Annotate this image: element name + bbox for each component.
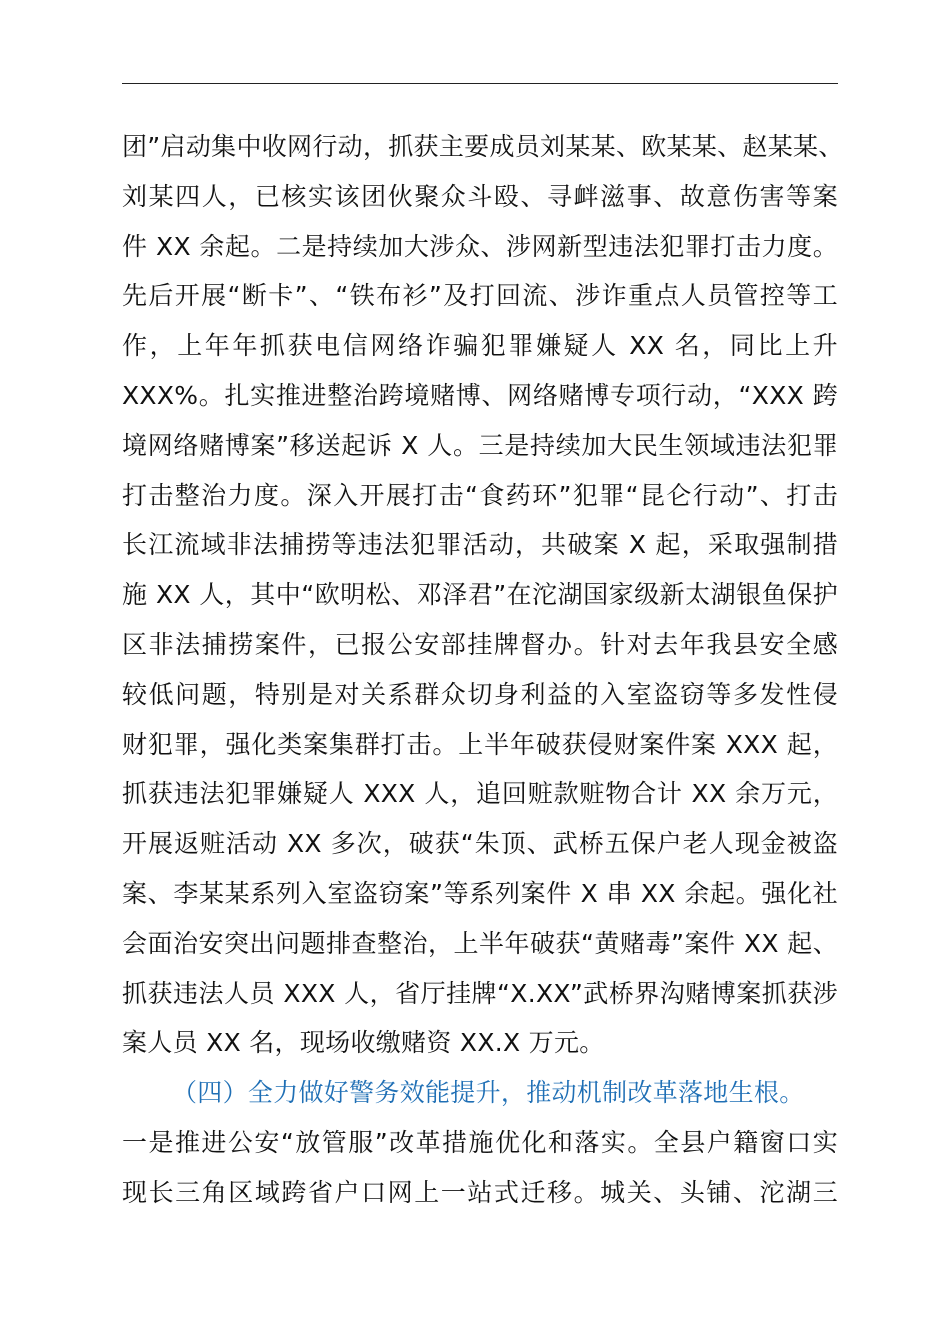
paragraph-line: 件 XX 余起。二是持续加大涉众、涉网新型违法犯罪打击力度。	[122, 231, 838, 261]
paragraph-last-line: 案人员 XX 名，现场收缴赌资 XX.X 万元。	[122, 1028, 605, 1058]
paragraph-line: 施 XX 人，其中“欧明松、邓泽君”在沱湖国家级新太湖银鱼保护	[122, 580, 838, 610]
paragraph-line: 会面治安突出问题排查整治，上半年破获“黄赌毒”案件 XX 起、	[122, 928, 838, 958]
paragraph-line: 开展返赃活动 XX 多次，破获“朱顶、武桥五保户老人现金被盗	[122, 829, 838, 859]
header-rule	[122, 83, 838, 84]
section-heading: （四）全力做好警务效能提升，推动机制改革落地生根。	[172, 1078, 805, 1108]
paragraph-line: 一是推进公安“放管服”改革措施优化和落实。全县户籍窗口实	[122, 1127, 838, 1157]
paragraph-line: 团”启动集中收网行动，抓获主要成员刘某某、欧某某、赵某某、	[122, 132, 844, 161]
paragraph-line: 境网络赌博案”移送起诉 X 人。三是持续加大民生领域违法犯罪	[122, 430, 838, 460]
paragraph-line: 打击整治力度。深入开展打击“食药环”犯罪“昆仑行动”、打击	[122, 480, 838, 510]
paragraph-line: XXX%。扎实推进整治跨境赌博、网络赌博专项行动，“XXX 跨	[122, 380, 838, 410]
paragraph-line: 现长三角区域跨省户口网上一站式迁移。城关、头铺、沱湖三	[122, 1177, 838, 1207]
paragraph-line: 案、李某某系列入室盗窃案”等系列案件 X 串 XX 余起。强化社	[122, 878, 838, 908]
paragraph-line: 财犯罪，强化类案集群打击。上半年破获侵财案件案 XXX 起，	[122, 729, 838, 759]
paragraph-line: 先后开展“断卡”、“铁布衫”及打回流、涉诈重点人员管控等工	[122, 281, 838, 311]
paragraph-line: 区非法捕捞案件，已报公安部挂牌督办。针对去年我县安全感	[122, 629, 838, 659]
paragraph-line: 抓获违法人员 XXX 人，省厅挂牌“X.XX”武桥界沟赌博案抓获涉	[122, 978, 838, 1008]
paragraph-line: 刘某四人，已核实该团伙聚众斗殴、寻衅滋事、故意伤害等案	[122, 181, 838, 211]
paragraph-line: 抓获违法犯罪嫌疑人 XXX 人，追回赃款赃物合计 XX 余万元，	[122, 779, 838, 809]
paragraph-line: 长江流域非法捕捞等违法犯罪活动，共破案 X 起，采取强制措	[122, 530, 838, 560]
paragraph-line: 作，上年年抓获电信网络诈骗犯罪嫌疑人 XX 名，同比上升	[122, 331, 838, 361]
paragraph-line: 较低问题，特别是对关系群众切身利益的入室盗窃等多发性侵	[122, 679, 838, 709]
document-body	[122, 122, 844, 1218]
